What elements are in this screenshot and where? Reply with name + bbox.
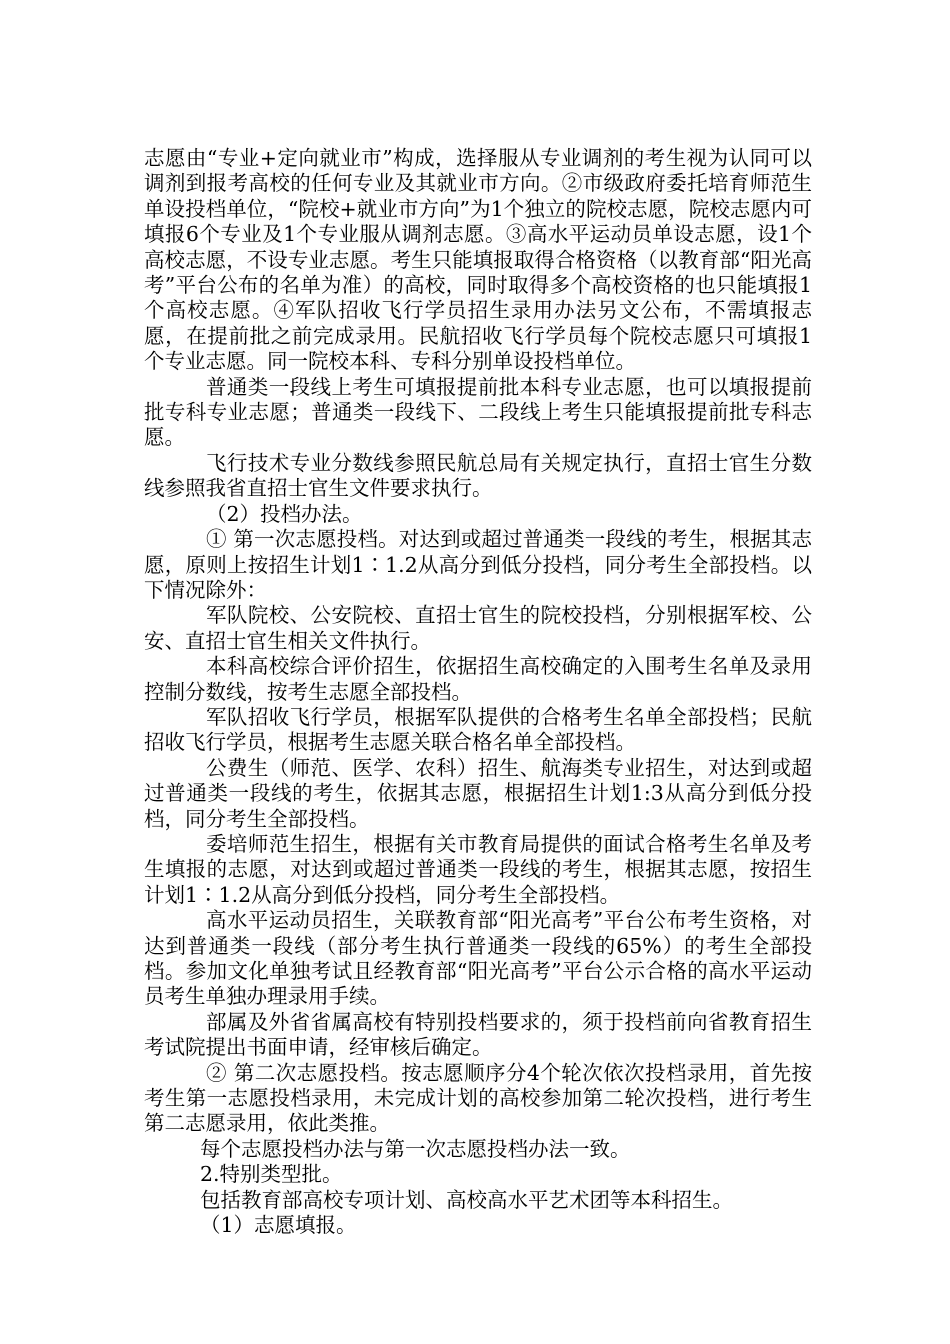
paragraph-volunteer-composition: 志愿由“专业+定向就业市”构成，选择服从专业调剂的考生视为认同可以调剂到报考高校的任何专业及其就业市方向。②市级政府委托培育师范生单设投档单位，“院校+就业市方向”为1个独立的院校志愿，院校志愿内可填报6个专业及1个专业服从调剂志愿。③高水平运动员单设志愿，设1个高校志愿，不设专业志愿。考生只能填报取得合格资格（以教育部“阳光高考”平台公布的名单为准）的高校，同时取得多个高校资格的也只能填报1个高校志愿。④军队招收飞行学员招生录用办法另文公布，不需填报志愿，在提前批之前完成录用。民航招收飞行学员每个院校志愿只可填报1个专业志愿。同一院校本科、专科分别单设投档单位。 bbox=[144, 146, 812, 374]
heading-special-batch: 2.特别类型批。 bbox=[200, 1162, 343, 1187]
paragraph-comprehensive-evaluation: 本科高校综合评价招生，依据招生高校确定的入围考生名单及录用控制分数线，按考生志愿全部投档。 bbox=[144, 654, 812, 704]
paragraph-first-round: ① 第一次志愿投档。对达到或超过普通类一段线的考生，根据其志愿，原则上按招生计划1∶1.2从高分到低分投档，同分考生全部投档。以下情况除外： bbox=[144, 527, 812, 602]
document-page bbox=[144, 146, 812, 1238]
paragraph-flight-cadets: 军队招收飞行学员，根据军队提供的合格考生名单全部投档；民航招收飞行学员，根据考生志愿关联合格名单全部投档。 bbox=[144, 704, 812, 755]
paragraph-same-method: 每个志愿投档办法与第一次志愿投档办法一致。 bbox=[200, 1136, 631, 1161]
paragraph-second-round: ② 第二次志愿投档。按志愿顺序分4个轮次依次投档录用，首先按考生第一志愿投档录用，未完成计划的高校参加第二轮次投档，进行考生第二志愿录用，依此类推。 bbox=[144, 1060, 812, 1136]
paragraph-high-level-athletes: 高水平运动员招生，关联教育部“阳光高考”平台公布考生资格，对达到普通类一段线（部分考生执行普通类一段线的65%）的考生全部投档。参加文化单独考试且经教育部“阳光高考”平台公示合格的高水平运动员考生单独办理录用手续。 bbox=[144, 908, 812, 1009]
subheading-admission-method: （2）投档办法。 bbox=[206, 501, 363, 526]
paragraph-advance-batch-eligibility: 普通类一段线上考生可填报提前批本科专业志愿，也可以填报提前批专科专业志愿；普通类一段线下、二段线上考生只能填报提前批专科志愿。 bbox=[144, 374, 812, 450]
paragraph-public-funded: 公费生（师范、医学、农科）招生、航海类专业招生，对达到或超过普通类一段线的考生，依据其志愿，根据招生计划1:3从高分到低分投档，同分考生全部投档。 bbox=[144, 755, 812, 831]
paragraph-special-requirements: 部属及外省省属高校有特别投档要求的，须于投档前向省教育招生考试院提出书面申请，经审核后确定。 bbox=[144, 1009, 812, 1060]
paragraph-commissioned-teachers: 委培师范生招生，根据有关市教育局提供的面试合格考生名单及考生填报的志愿，对达到或超过普通类一段线的考生，根据其志愿，按招生计划1∶1.2从高分到低分投档，同分考生全部投档。 bbox=[144, 831, 812, 907]
paragraph-flight-score-line: 飞行技术专业分数线参照民航总局有关规定执行，直招士官生分数线参照我省直招士官生文件要求执行。 bbox=[144, 450, 812, 501]
subheading-volunteer-filling: （1）志愿填报。 bbox=[200, 1213, 357, 1238]
paragraph-special-batch-scope: 包括教育部高校专项计划、高校高水平艺术团等本科招生。 bbox=[200, 1187, 733, 1212]
paragraph-military-police: 军队院校、公安院校、直招士官生的院校投档，分别根据军校、公安、直招士官生相关文件执行。 bbox=[144, 603, 812, 653]
